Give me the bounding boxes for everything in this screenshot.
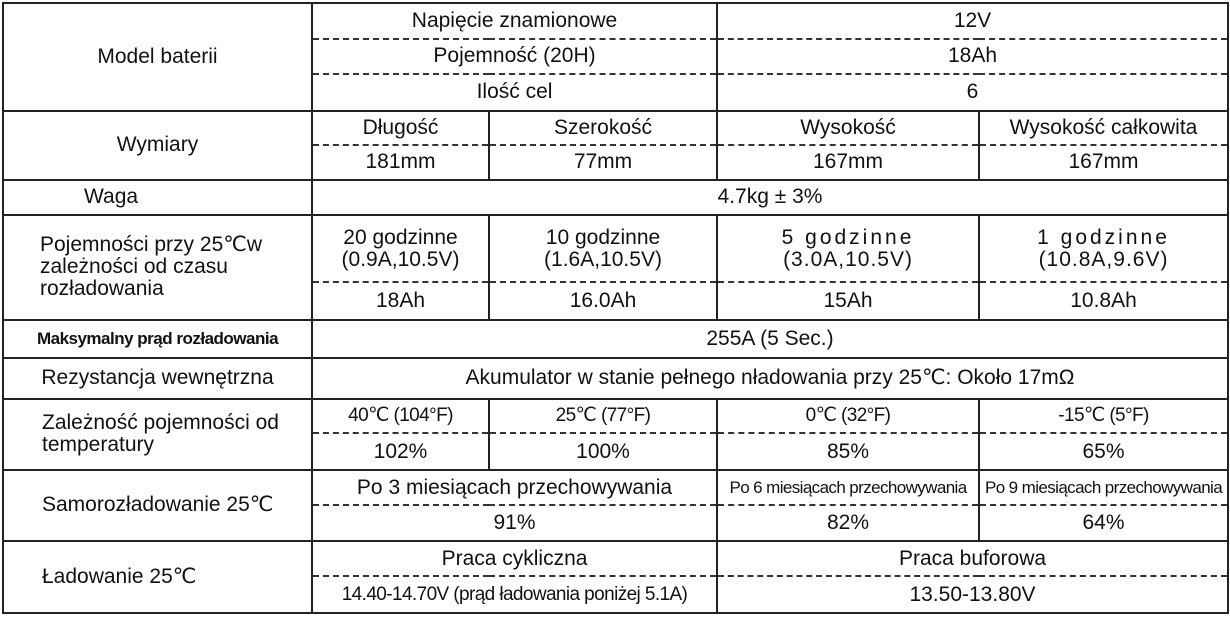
dimension-header: Długość bbox=[312, 111, 489, 146]
charging-header: Praca buforowa bbox=[717, 541, 1228, 577]
dimension-value: 181mm bbox=[312, 145, 489, 180]
discharge-header bbox=[717, 215, 979, 282]
voltage-value: 12V bbox=[717, 3, 1228, 39]
battery-spec-table bbox=[2, 2, 1229, 614]
discharge-header-line2: (3.0A,10.5V) bbox=[783, 247, 913, 271]
dimension-header: Wysokość bbox=[717, 111, 979, 146]
discharge-header bbox=[312, 215, 489, 282]
self-discharge-header: Po 6 miesiącach przechowywania bbox=[717, 470, 979, 506]
capacity-label: Pojemność (20H) bbox=[312, 39, 717, 75]
self-discharge-value: 91% bbox=[312, 505, 717, 541]
weight-label: Waga bbox=[3, 180, 312, 216]
discharge-header-line2: (10.8A,9.6V) bbox=[1038, 247, 1169, 271]
dimensions-label: Wymiary bbox=[3, 111, 312, 180]
internal-resistance-label: Rezystancja wewnętrzna bbox=[3, 358, 312, 399]
temp-header: 40℃ (104°F) bbox=[312, 399, 489, 434]
discharge-value: 18Ah bbox=[312, 282, 489, 320]
charging-label: Ładowanie 25℃ bbox=[3, 541, 312, 613]
capacity-value: 18Ah bbox=[717, 39, 1228, 75]
temp-dependence-label: Zależność pojemności od temperatury bbox=[3, 399, 312, 470]
temp-value: 102% bbox=[312, 433, 489, 470]
temp-header: 25℃ (77°F) bbox=[489, 399, 717, 434]
charging-value: 14.40-14.70V (prąd ładowania poniżej 5.1A) bbox=[312, 576, 717, 613]
charging-header: Praca cykliczna bbox=[312, 541, 717, 577]
capacity-discharge-label: Pojemności przy 25℃w zależności od czasu rozładowania bbox=[3, 215, 312, 320]
internal-resistance-value: Akumulator w stanie pełnego nładowania przy 25℃: Około 17mΩ bbox=[312, 358, 1228, 399]
dimension-value: 77mm bbox=[489, 145, 717, 180]
self-discharge-value: 82% bbox=[717, 505, 979, 541]
discharge-value: 15Ah bbox=[717, 282, 979, 320]
discharge-header bbox=[979, 215, 1228, 282]
self-discharge-label: Samorozładowanie 25℃ bbox=[3, 470, 312, 541]
temp-value: 100% bbox=[489, 433, 717, 470]
dimension-header: Szerokość bbox=[489, 111, 717, 146]
max-discharge-label: Maksymalny prąd rozładowania bbox=[3, 320, 312, 359]
model-label: Model baterii bbox=[3, 3, 312, 111]
discharge-header-line1: 5 godzinne bbox=[781, 225, 915, 249]
discharge-header-line1: 20 godzinne bbox=[343, 225, 458, 249]
temp-value: 65% bbox=[979, 433, 1228, 470]
weight-value: 4.7kg ± 3% bbox=[312, 180, 1228, 216]
charging-value: 13.50-13.80V bbox=[717, 576, 1228, 613]
dimension-value: 167mm bbox=[717, 145, 979, 180]
discharge-header-line1: 1 godzinne bbox=[1037, 225, 1170, 249]
discharge-header-line2: (1.6A,10.5V) bbox=[544, 247, 662, 271]
dimension-value: 167mm bbox=[979, 145, 1228, 180]
self-discharge-header: Po 9 miesiącach przechowywania bbox=[979, 470, 1228, 506]
discharge-header-line1: 10 godzinne bbox=[545, 225, 661, 249]
discharge-header bbox=[489, 215, 717, 282]
self-discharge-value: 64% bbox=[979, 505, 1228, 541]
max-discharge-value: 255A (5 Sec.) bbox=[312, 320, 1228, 359]
cells-label: Ilość cel bbox=[312, 74, 717, 111]
temp-header: -15℃ (5°F) bbox=[979, 399, 1228, 434]
discharge-header-line2: (0.9A,10.5V) bbox=[341, 247, 460, 271]
temp-value: 85% bbox=[717, 433, 979, 470]
discharge-value: 10.8Ah bbox=[979, 282, 1228, 320]
self-discharge-header: Po 3 miesiącach przechowywania bbox=[312, 470, 717, 506]
dimension-header: Wysokość całkowita bbox=[979, 111, 1228, 146]
temp-header: 0℃ (32°F) bbox=[717, 399, 979, 434]
discharge-value: 16.0Ah bbox=[489, 282, 717, 320]
cells-value: 6 bbox=[717, 74, 1228, 111]
voltage-label: Napięcie znamionowe bbox=[312, 3, 717, 39]
